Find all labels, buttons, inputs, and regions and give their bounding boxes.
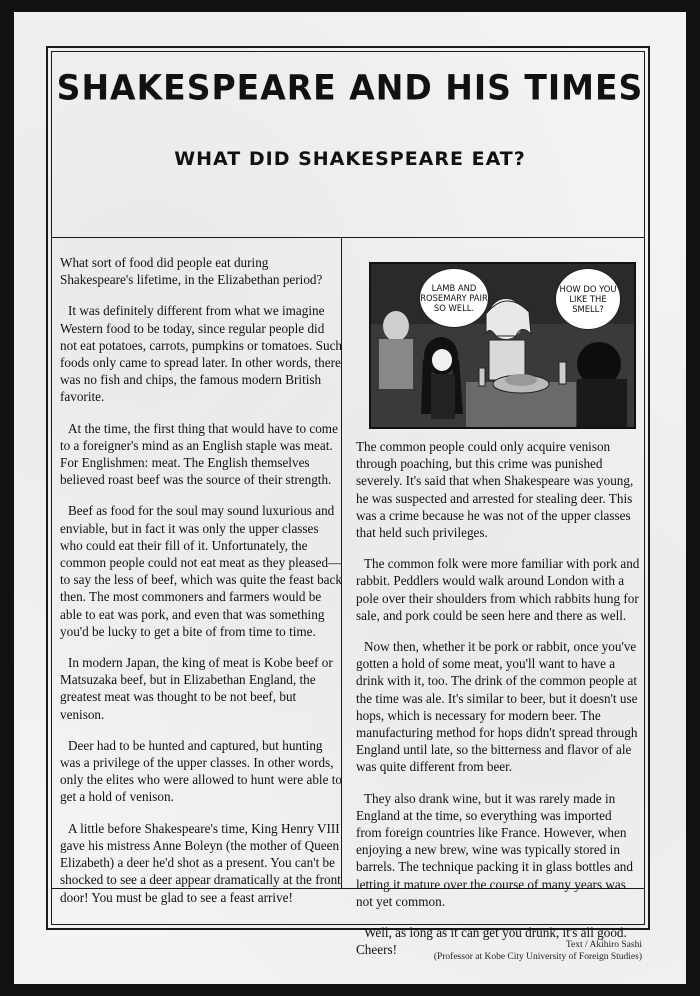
- paragraph: Beef as food for the soul may sound luxurious and enviable, but in fact it was only the upper classes who could eat their fill of it. Unfortunately, the common people could not eat meat as they pleased—to say the less of beef, which was quite the feast back then. The most commoners and farmers would be able to eat was pork, and even that was something you'd be lucky to get a bite of from time to time.: [60, 503, 342, 639]
- header-divider: [51, 237, 645, 238]
- left-column: [60, 254, 342, 920]
- right-column: [356, 438, 640, 972]
- speech-bubble-left: LAMB AND ROSEMARY PAIR SO WELL.: [419, 268, 489, 328]
- paragraph: What sort of food did people eat during Shakespeare's lifetime, in the Elizabethan period?: [60, 255, 323, 288]
- paragraph: It was definitely different from what we imagine Western food to be today, since regular people did not eat potatoes, carrots, pumpkins or tomatoes. Such foods only came to spread later. In other words, there was no fish and chips, the famous modern British favorite.: [60, 303, 343, 405]
- credit-author: Text / Akihiro Sashi: [565, 940, 642, 950]
- paragraph: In modern Japan, the king of meat is Kobe beef or Matsuzaka beef, but in Elizabethan England, the greatest meat was thought to be not beef, but venison.: [60, 655, 333, 722]
- paragraph: The common people could only acquire venison through poaching, but this crime was punished severely. It's said that when Shakespeare was young, he was suspected and arrested for stealing deer. This was a crime because he was not of the upper classes that held such privileges.: [356, 439, 634, 541]
- paragraph: The common folk were more familiar with pork and rabbit. Peddlers would walk around London with a pole over their shoulders from which rabbits hung for sale, and pork could be seen here and there as well.: [356, 556, 640, 623]
- manga-panel-illustration: [369, 262, 636, 429]
- speech-bubble-right: HOW DO YOU LIKE THE SMELL?: [555, 268, 621, 330]
- paragraph: Now then, whether it be pork or rabbit, once you've gotten a hold of some meat, you'll want to have a drink with it, too. The drink of the common people at the time was ale. It's similar to beer, but it doesn't use hops, which is necessary for modern beer. The manufacturing method for hops didn't spread through England until late, so the bitterness and flavor of ale was quite different from beer.: [356, 639, 638, 775]
- paragraph: Deer had to be hunted and captured, but hunting was a privilege of the upper classes. In other words, only the elites who were allowed to hunt were able to get a hold of venison.: [60, 737, 342, 805]
- paragraph: They also drank wine, but it was rarely made in England at the time, so everything was imported from foreign countries like France. However, when enjoying a new brew, wine was typically stored in barrels. The technique packing it in glass bottles and letting it mature over the course of many years was not yet common.: [356, 790, 633, 909]
- page-title: SHAKESPEARE AND HIS TIMES: [56, 67, 644, 108]
- paragraph: A little before Shakespeare's time, King Henry VIII gave his mistress Anne Boleyn (the mother of Queen Elizabeth) a deer he'd shot as a present. You can't be shocked to see a deer appear dramatically at the front door! You must be glad to see a feast arrive!: [60, 820, 341, 905]
- paragraph: Well, as long as it can get you drunk, it's all good. Cheers!: [356, 925, 627, 958]
- page-subtitle: WHAT DID SHAKESPEARE EAT?: [174, 148, 526, 170]
- credit-affiliation: (Professor at Kobe City University of Foreign Studies): [433, 951, 642, 962]
- paragraph: At the time, the first thing that would have to come to a foreigner's mind as an English staple was meat. For Englishmen: meat. The English themselves believed roast beef was the source of their strength.: [60, 420, 338, 488]
- author-credit: [434, 940, 642, 963]
